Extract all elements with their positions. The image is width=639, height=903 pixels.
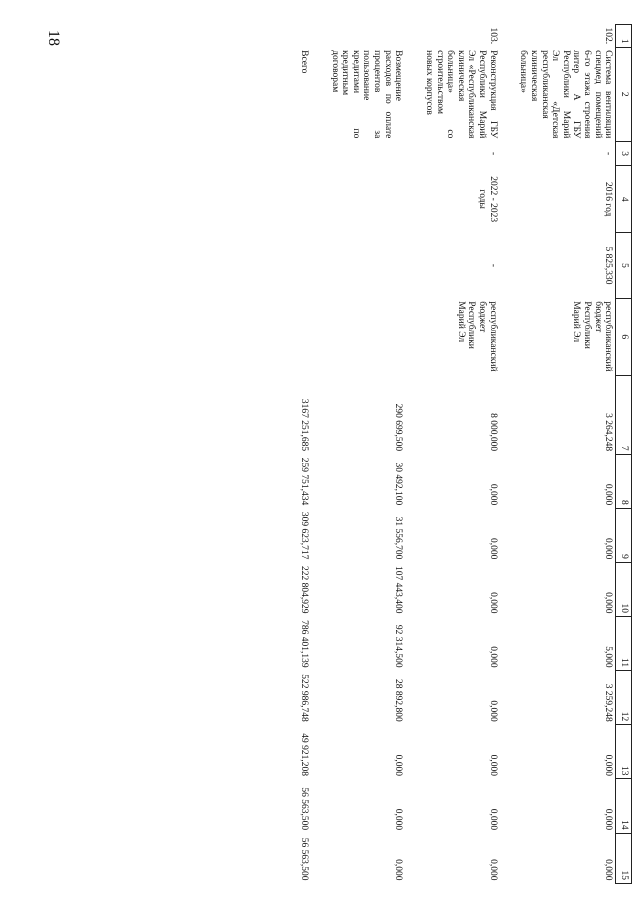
row-name: Реконструкция ГБУ Республики Марий Эл «Республиканская клиническая больница» со строительством новых корпусов — [424, 50, 498, 139]
row-col-8: 30 492,100 — [393, 462, 404, 506]
header-col-11: 11 — [616, 617, 632, 671]
row-col-3: - — [603, 151, 614, 156]
row-col-13: 0,000 — [393, 754, 404, 776]
row-col-12: 522 986,748 — [299, 674, 309, 722]
row-name: Возмещение расходов по оплате процентов за пользование кредитами по кредитным договорам — [329, 50, 404, 139]
row-col-9: 309 623,717 — [299, 511, 309, 560]
row-col-10: 107 443,400 — [393, 566, 404, 614]
row-col-11: 786 401,139 — [299, 620, 309, 668]
row-col-3 — [327, 141, 421, 165]
row-source: республиканский бюджет Республики Марий Эл — [455, 301, 498, 372]
row-col-13: 49 921,208 — [299, 733, 309, 776]
row-col-14: 56 563,500 — [299, 787, 309, 831]
total-row — [296, 25, 327, 884]
header-col-14: 14 — [616, 779, 632, 833]
header-col-15: 15 — [616, 833, 632, 883]
row-number — [327, 25, 421, 48]
row-col-5 — [296, 233, 327, 299]
row-period: 2022 - 2023 годы — [477, 176, 498, 223]
rotated-table-sheet — [112, 24, 632, 884]
row-col-13: 0,000 — [487, 754, 498, 776]
row-col-11: 5,000 — [603, 646, 614, 668]
table-row — [421, 25, 515, 884]
row-col-9: 0,000 — [603, 538, 614, 560]
row-col-9: 0,000 — [487, 538, 498, 560]
header-col-9: 9 — [616, 508, 632, 562]
header-col-3: 3 — [616, 141, 632, 165]
row-col-13: 0,000 — [603, 754, 614, 776]
row-total: 290 699,500 — [393, 403, 404, 452]
row-name: Всего — [299, 50, 309, 74]
row-col-8: 0,000 — [487, 483, 498, 506]
page-number: 18 — [45, 30, 62, 46]
row-period — [296, 166, 327, 233]
row-col-15: 0,000 — [487, 859, 498, 881]
row-col-15: 0,000 — [603, 859, 614, 881]
row-number — [296, 25, 327, 48]
row-col-12: 28 892,800 — [393, 679, 404, 722]
row-col-8: 259 751,434 — [299, 457, 309, 506]
row-col-14: 0,000 — [487, 808, 498, 831]
row-total: 8 000,000 — [487, 413, 498, 452]
row-col-3 — [296, 141, 327, 165]
row-col-10: 0,000 — [603, 592, 614, 614]
row-source — [327, 298, 421, 375]
header-col-2: 2 — [616, 47, 632, 141]
row-source — [296, 298, 327, 375]
row-col-11: 0,000 — [487, 646, 498, 668]
table-row — [516, 25, 616, 884]
column-number-header — [616, 25, 632, 884]
row-col-14: 0,000 — [393, 808, 404, 831]
row-col-5: 5 825,330 — [603, 246, 614, 285]
table-row — [327, 25, 421, 884]
row-total: 3 264,248 — [603, 413, 614, 452]
row-col-9: 31 556,700 — [393, 516, 404, 560]
row-col-15: 56 563,500 — [299, 837, 309, 881]
row-col-10: 222 804,929 — [299, 566, 309, 614]
budget-table — [296, 24, 632, 884]
row-col-5: - — [487, 263, 498, 268]
row-source: республиканский бюджет Республики Марий Эл — [571, 301, 614, 372]
header-col-5: 5 — [616, 233, 632, 299]
header-col-1: 1 — [616, 25, 632, 48]
row-col-11: 92 314,500 — [393, 624, 404, 668]
row-col-10: 0,000 — [487, 592, 498, 614]
row-col-8: 0,000 — [603, 483, 614, 506]
header-col-6: 6 — [616, 298, 632, 375]
header-col-10: 10 — [616, 562, 632, 616]
header-col-12: 12 — [616, 671, 632, 725]
row-col-3: - — [487, 151, 498, 156]
row-col-15: 0,000 — [393, 859, 404, 881]
header-col-13: 13 — [616, 725, 632, 779]
row-name: Система вентиляции спецмед помещений 6-го этажа строения литер А ГБУ Республики Марий Эл «Детская республиканская клиническая больница» — [518, 50, 614, 139]
row-col-14: 0,000 — [603, 808, 614, 831]
row-col-5 — [327, 233, 421, 299]
header-col-4: 4 — [616, 166, 632, 233]
header-col-7: 7 — [616, 375, 632, 454]
row-col-12: 0,000 — [487, 700, 498, 722]
row-total: 3167 251,685 — [299, 398, 309, 452]
row-number: 102. — [603, 27, 614, 45]
row-number: 103. — [487, 27, 498, 45]
row-period: 2016 год — [603, 182, 614, 217]
row-col-12: 3 259,248 — [603, 683, 614, 722]
header-col-8: 8 — [616, 454, 632, 508]
row-period — [327, 166, 421, 233]
